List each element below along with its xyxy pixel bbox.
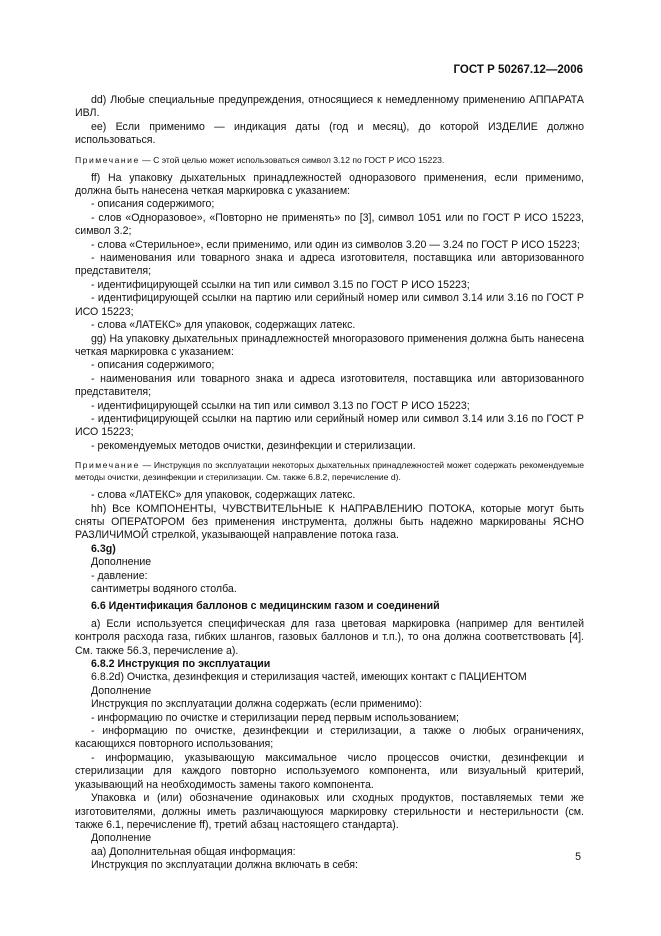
list-item: - слов «Одноразовое», «Повторно не применять» по [3], символ 1051 или по ГОСТ Р ИСО 15223, символ 3.2; <box>75 211 584 238</box>
paragraph: Дополнение <box>91 556 152 569</box>
note <box>75 154 584 166</box>
paragraph: Дополнение <box>91 684 152 697</box>
item-dd: dd) Любые специальные предупреждения, относящиеся к немедленному применению АППАРАТА ИВЛ. <box>75 94 584 120</box>
list-item: - информацию по очистке, дезинфекции и стерилизации, а также о любых ограничениях, касающихся повторного использования; <box>75 725 584 751</box>
section-heading: 6.8.2 Инструкция по эксплуатации <box>91 658 271 671</box>
section-heading: 6.6 Идентификация баллонов с медицинским газом и соединений <box>91 600 440 613</box>
item-hh: hh) Все КОМПОНЕНТЫ, ЧУВСТВИТЕЛЬНЫЕ К НАПРАВЛЕНИЮ ПОТОКА, которые могут быть сняты ОПЕРАТОРОМ без применения инструмента, должны быть надежно маркированы ЯСНО РАЗЛИЧИМОЙ стрелкой, указывающей направление потока газа. <box>75 502 584 542</box>
paragraph: Инструкция по эксплуатации должна включать в себя: <box>91 859 358 872</box>
paragraph: Инструкция по эксплуатации должна содержать (если применимо): <box>91 698 423 711</box>
list-item: - слова «ЛАТЕКС» для упаковок, содержащих латекс. <box>91 319 356 332</box>
paragraph: сантиметры водяного столба. <box>91 583 237 595</box>
note <box>75 459 584 483</box>
section-ref: 6.3g) <box>91 542 116 555</box>
list-item: - описания содержимого; <box>91 359 215 372</box>
list-item: - идентифицирующей ссылки на тип или символ 3.15 по ГОСТ Р ИСО 15223; <box>91 278 470 291</box>
list-item: - информацию, указывающую максимальное число процессов очистки, дезинфекции и стерилизации для каждого повторно используемого компонента, или визуальный критерий, указывающий на необходимость замены такого компонента. <box>75 751 584 791</box>
list-item: - идентифицирующей ссылки на партию или серийный номер или символ 3.14 или 3.16 по ГОСТ Р ИСО 15223; <box>75 292 584 318</box>
list-item: - слова «ЛАТЕКС» для упаковок, содержащих латекс. <box>91 489 356 502</box>
page-number: 5 <box>575 851 581 863</box>
list-item: - давление: <box>91 569 148 582</box>
paragraph: Дополнение <box>91 832 152 845</box>
paragraph: а) Если используется специфическая для газа цветовая маркировка (например для вентилей контроля расхода газа, гибких шлангов, газовых баллонов и т.п.), то она должна соответствовать [4]. См. также 56.3, перечисление а). <box>75 617 584 657</box>
paragraph: Упаковка и (или) обозначение одинаковых или сходных продуктов, поставляемых теми же изготовителями, должны иметь различающуюся маркировку стерильности и нестерильности (см. также 6.1, перечисление ff), третий абзац настоящего стандарта). <box>75 792 584 831</box>
list-item: - наименования или товарного знака и адреса изготовителя, поставщика или авторизованного представителя; <box>75 372 584 399</box>
item-gg: gg) На упаковку дыхательных принадлежностей многоразового применения должна быть нанесена четкая маркировка с указанием: <box>75 332 584 358</box>
list-item: - рекомендуемых методов очистки, дезинфекции и стерилизации. <box>91 439 416 452</box>
document-header: ГОСТ Р 50267.12—2006 <box>453 64 583 76</box>
list-item: - идентифицирующей ссылки на партию или серийный номер или символ 3.14 или 3.16 по ГОСТ Р ИСО 15223; <box>75 412 584 439</box>
list-item: - описания содержимого; <box>91 198 215 211</box>
note-label: Примечание <box>75 154 140 165</box>
list-item: - информацию по очистке и стерилизации перед первым использованием; <box>91 711 459 724</box>
note-label: Примечание <box>75 460 140 471</box>
note-text: — Инструкция по эксплуатации некоторых дыхательных принадлежностей может содержать рекомендуемые методы очистки, дезинфекции и стерилизации. См. также 6.8.2, перечисление d). <box>75 460 584 483</box>
document-body <box>75 94 584 873</box>
list-item: - идентифицирующей ссылки на тип или символ 3.13 по ГОСТ Р ИСО 15223; <box>91 399 470 412</box>
item-ff: ff) На упаковку дыхательных принадлежностей одноразового применения, если применимо, должна быть нанесена четкая маркировка с указанием: <box>75 171 584 198</box>
list-item: - наименования или товарного знака и адреса изготовителя, поставщика или авторизованного представителя; <box>75 252 584 278</box>
note-text: — С этой целью может использоваться символ 3.12 по ГОСТ Р ИСО 15223. <box>142 154 445 165</box>
item-ee: ee) Если применимо — индикация даты (год и месяц), до которой ИЗДЕЛИЕ должно использоваться. <box>75 120 584 147</box>
paragraph: аа) Дополнительная общая информация: <box>91 845 296 858</box>
list-item: - слова «Стерильное», если применимо, или один из символов 3.20 — 3.24 по ГОСТ Р ИСО 15223; <box>91 238 580 251</box>
paragraph: 6.8.2d) Очистка, дезинфекция и стерилизация частей, имеющих контакт с ПАЦИЕНТОМ <box>91 671 527 684</box>
